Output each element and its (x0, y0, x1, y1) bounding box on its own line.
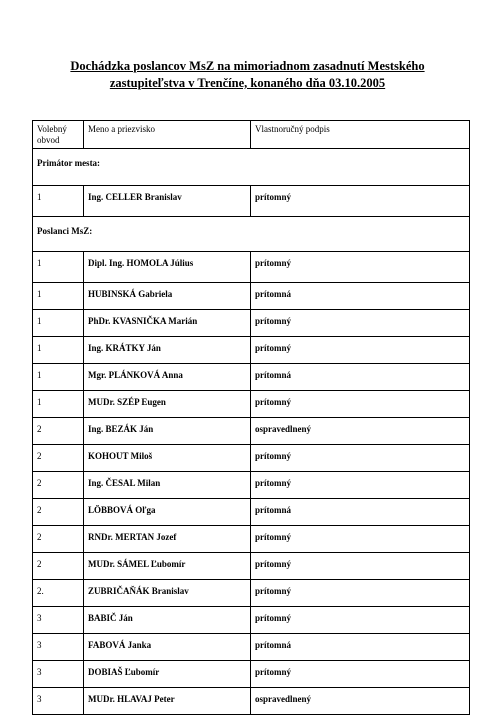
header-district: Volebný obvod (33, 121, 84, 149)
cell-district: 3 (33, 661, 84, 688)
cell-status: prítomný (251, 580, 470, 607)
cell-name: Ing. BEZÁK Ján (84, 418, 251, 445)
cell-name: ZUBRIČAŇÁK Branislav (84, 580, 251, 607)
table-row (33, 607, 470, 634)
cell-district: 3 (33, 634, 84, 661)
cell-status: prítomný (251, 526, 470, 553)
page-title (40, 58, 455, 92)
cell-district: 2 (33, 526, 84, 553)
cell-district: 2 (33, 445, 84, 472)
table-row (33, 661, 470, 688)
cell-status: ospravedlnený (251, 688, 470, 715)
cell-district: 3 (33, 688, 84, 715)
cell-status: prítomný (251, 252, 470, 283)
cell-district: 2 (33, 499, 84, 526)
cell-district: 1 (33, 364, 84, 391)
table-row (33, 283, 470, 310)
cell-district: 1 (33, 310, 84, 337)
cell-name: LÖBBOVÁ Oľga (84, 499, 251, 526)
table-row (33, 499, 470, 526)
table-row (33, 526, 470, 553)
table-row (33, 391, 470, 418)
cell-name: MUDr. HLAVAJ Peter (84, 688, 251, 715)
cell-status: prítomný (251, 472, 470, 499)
cell-status: prítomný (251, 391, 470, 418)
cell-status: prítomný (251, 445, 470, 472)
table-row-mayor (33, 186, 470, 217)
cell-name: FABOVÁ Janka (84, 634, 251, 661)
cell-status: prítomný (251, 553, 470, 580)
cell-name: Ing. CELLER Branislav (84, 186, 251, 217)
table-row (33, 418, 470, 445)
cell-district: 1 (33, 391, 84, 418)
table-row (33, 688, 470, 715)
cell-district: 2 (33, 418, 84, 445)
table-row (33, 252, 470, 283)
cell-district: 1 (33, 252, 84, 283)
cell-district: 1 (33, 283, 84, 310)
table-row (33, 364, 470, 391)
table-row (33, 337, 470, 364)
cell-district: 2 (33, 472, 84, 499)
cell-name: DOBIAŠ Ľubomír (84, 661, 251, 688)
cell-status: prítomná (251, 634, 470, 661)
table-row (33, 445, 470, 472)
cell-status: ospravedlnený (251, 418, 470, 445)
section-label-mayor: Primátor mesta: (33, 149, 470, 186)
cell-status: prítomný (251, 661, 470, 688)
cell-name: Ing. KRÁTKY Ján (84, 337, 251, 364)
cell-status: prítomný (251, 337, 470, 364)
cell-name: BABIČ Ján (84, 607, 251, 634)
cell-name: HUBINSKÁ Gabriela (84, 283, 251, 310)
cell-status: prítomný (251, 310, 470, 337)
table-header-row (33, 121, 470, 149)
cell-name: Dipl. Ing. HOMOLA Július (84, 252, 251, 283)
section-row-mayor (33, 149, 470, 186)
cell-district: 1 (33, 186, 84, 217)
title-line-2: zastupiteľstva v Trenčíne, konaného dňa 03.10.2005 (109, 76, 386, 90)
cell-name: MUDr. SZÉP Eugen (84, 391, 251, 418)
table-row (33, 580, 470, 607)
cell-name: PhDr. KVASNIČKA Marián (84, 310, 251, 337)
header-signature: Vlastnoručný podpis (251, 121, 470, 149)
cell-status: prítomná (251, 364, 470, 391)
header-name: Meno a priezvisko (84, 121, 251, 149)
table-row (33, 310, 470, 337)
cell-district: 3 (33, 607, 84, 634)
table-row (33, 472, 470, 499)
cell-name: MUDr. SÁMEL Ľubomír (84, 553, 251, 580)
cell-name: Ing. ČESAL Milan (84, 472, 251, 499)
cell-name: RNDr. MERTAN Jozef (84, 526, 251, 553)
cell-status: prítomná (251, 283, 470, 310)
attendance-table (32, 120, 470, 715)
cell-status: prítomný (251, 607, 470, 634)
title-line-1: Dochádzka poslancov MsZ na mimoriadnom zasadnutí Mestského (70, 59, 425, 73)
cell-district: 2. (33, 580, 84, 607)
cell-name: KOHOUT Miloš (84, 445, 251, 472)
section-row-deputies (33, 217, 470, 252)
cell-status: prítomný (251, 186, 470, 217)
section-label-deputies: Poslanci MsZ: (33, 217, 470, 252)
table-row (33, 553, 470, 580)
cell-district: 1 (33, 337, 84, 364)
cell-name: Mgr. PLÁNKOVÁ Anna (84, 364, 251, 391)
cell-district: 2 (33, 553, 84, 580)
cell-status: prítomná (251, 499, 470, 526)
table-row (33, 634, 470, 661)
